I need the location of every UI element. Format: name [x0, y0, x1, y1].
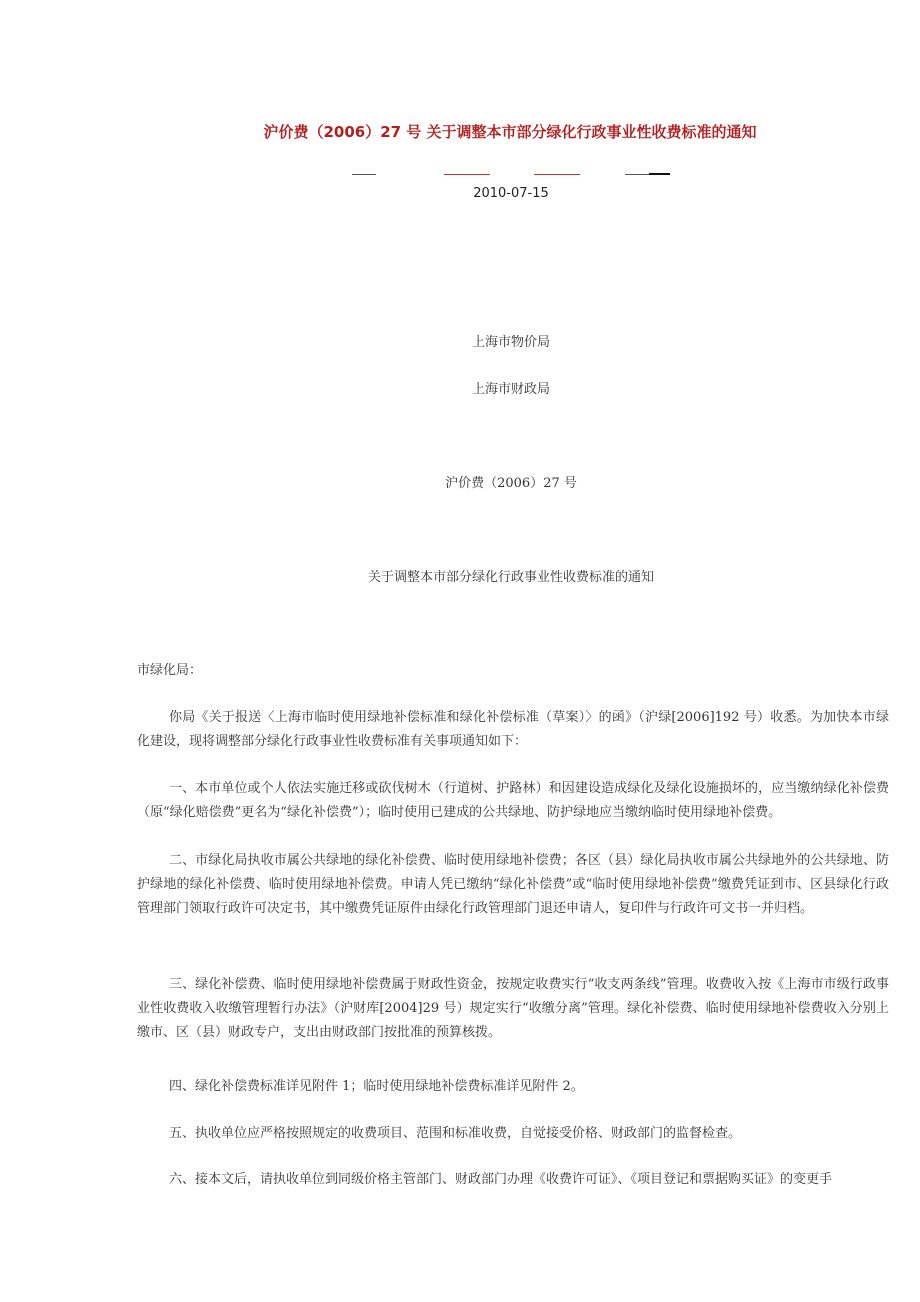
- document-title: 沪价费（2006）27 号 关于调整本市部分绿化行政事业性收费标准的通知: [263, 123, 757, 141]
- paragraph-item-1: 一、本市单位或个人依法实施迁移或砍伐树木（行道树、护路林）和因建设造成绿化及绿化设施损坏的，应当缴纳绿化补偿费（原“绿化赔偿费”更名为“绿化补偿费”）；临时使用已建成的公共绿地、防护绿地应当缴纳临时使用绿地补偿费。: [137, 781, 889, 820]
- issuer-finance-bureau: 上海市财政局: [471, 382, 550, 397]
- publish-date: 2010-07-15: [473, 186, 549, 201]
- paragraph-item-4: 四、绿化补偿费标准详见附件 1；临时使用绿地补偿费标准详见附件 2。: [169, 1079, 584, 1094]
- title-rule-4: [625, 174, 649, 175]
- paragraph-item-5: 五、执收单位应严格按照规定的收费项目、范围和标准收费，自觉接受价格、财政部门的监督检查。: [169, 1126, 742, 1141]
- addressee: 市绿化局：: [137, 663, 203, 678]
- title-rule-3: [534, 174, 580, 175]
- paragraph-item-3: 三、绿化补偿费、临时使用绿地补偿费属于财政性资金，按规定收费实行“收支两条线”管理。收费收入按《上海市市级行政事业性收费收入收缴管理暂行办法》（沪财库[2004]29 号）规定实行“收缴分离”管理。绿化补偿费、临时使用绿地补偿费收入分别上缴市、区（县）财政专户，支出由财政部门按批准的预算核拨。: [137, 977, 889, 1040]
- issuer-price-bureau: 上海市物价局: [471, 335, 550, 350]
- title-rule-5: [649, 173, 670, 175]
- paragraph-item-2: 二、市绿化局执收市属公共绿地的绿化补偿费、临时使用绿地补偿费；各区（县）绿化局执收市属公共绿地外的公共绿地、防护绿地的绿化补偿费、临时使用绿地补偿费。申请人凭已缴纳“绿化补偿费”或“临时使用绿地补偿费”缴费凭证到市、区县绿化行政管理部门领取行政许可决定书，其中缴费凭证原件由绿化行政管理部门退还申请人，复印件与行政许可文书一并归档。: [137, 853, 889, 916]
- title-rule-1: [352, 174, 376, 175]
- document-subject: 关于调整本市部分绿化行政事业性收费标准的通知: [367, 570, 654, 585]
- paragraph-item-6: 六、接本文后，请执收单位到同级价格主管部门、财政部门办理《收费许可证》、《项目登记和票据购买证》的变更手: [169, 1172, 833, 1187]
- title-rule-2: [444, 174, 490, 175]
- document-number: 沪价费（2006）27 号: [445, 476, 577, 491]
- paragraph-intro: 你局《关于报送〈上海市临时使用绿地补偿标准和绿化补偿标准（草案）〉的函》（沪绿[2006]192 号）收悉。为加快本市绿化建设，现将调整部分绿化行政事业性收费标准有关事项通知如下：: [137, 710, 889, 749]
